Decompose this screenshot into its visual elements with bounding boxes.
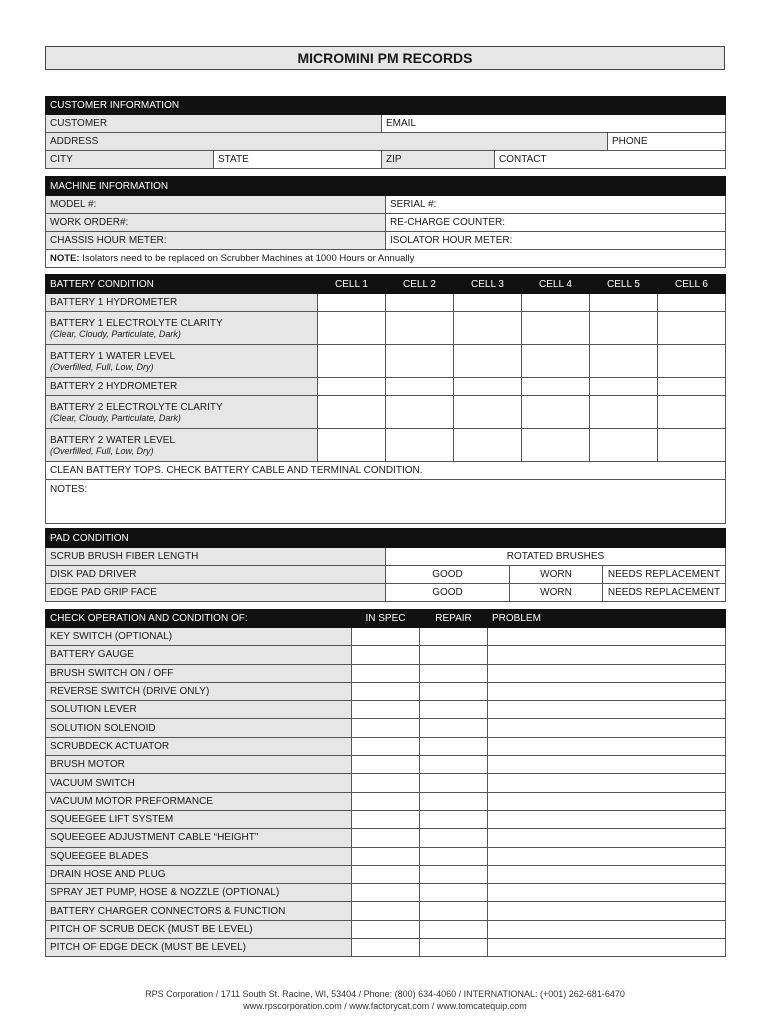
note-label: NOTE: [50,253,80,264]
cell-input[interactable] [454,294,522,312]
check-item-label: SQUEEGEE LIFT SYSTEM [46,810,352,828]
battery-row-title: BATTERY 1 WATER LEVEL [50,350,176,362]
cell-input[interactable] [590,312,658,345]
battery-row-label: BATTERY 1 HYDROMETER [46,294,318,312]
in-spec-checkbox[interactable] [352,884,420,902]
problem-field[interactable] [488,701,726,719]
cell-input[interactable] [318,378,386,396]
note-text: Isolators need to be replaced on Scrubber Machines at 1000 Hours or Annually [79,253,415,264]
check-item-label: SQUEEGEE BLADES [46,847,352,865]
problem-field[interactable] [488,792,726,810]
repair-checkbox[interactable] [420,847,488,865]
table-row [46,810,726,828]
table-row [46,939,726,957]
pad-table [45,528,726,602]
city-field[interactable]: CITY [46,151,214,169]
problem-field[interactable] [488,939,726,957]
email-field[interactable]: EMAIL [382,115,726,133]
rotated-brushes-option[interactable]: ROTATED BRUSHES [386,548,726,566]
footer-address: RPS Corporation / 1711 South St. Racine, WI, 53404 / Phone: (800) 634-4060 / INTERNATIONAL: (+001) 262-681-6470 [145,989,625,999]
cell-input[interactable] [454,396,522,429]
needs-replacement-option[interactable]: NEEDS REPLACEMENT [603,566,726,584]
in-spec-checkbox[interactable] [352,774,420,792]
table-row [46,792,726,810]
cell-input[interactable] [318,396,386,429]
work-order-field[interactable]: WORK ORDER#: [46,214,386,232]
check-item-label: BRUSH MOTOR [46,756,352,774]
pad-header: PAD CONDITION [46,529,726,548]
battery-row-options: (Clear, Cloudy, Particulate, Dark) [50,412,181,423]
cell-input[interactable] [590,294,658,312]
problem-field[interactable] [488,902,726,920]
machine-info-table [45,176,726,268]
problem-field[interactable] [488,737,726,755]
chassis-hour-meter-field[interactable]: CHASSIS HOUR METER: [46,232,386,250]
battery-row-label: BATTERY 2 HYDROMETER [46,378,318,396]
in-spec-checkbox[interactable] [352,847,420,865]
repair-checkbox[interactable] [420,829,488,847]
table-row [46,345,726,378]
in-spec-checkbox[interactable] [352,646,420,664]
disk-pad-label: DISK PAD DRIVER [46,566,386,584]
cell-input[interactable] [590,429,658,462]
in-spec-checkbox[interactable] [352,865,420,883]
problem-field[interactable] [488,774,726,792]
problem-field[interactable] [488,920,726,938]
table-row [46,865,726,883]
in-spec-checkbox[interactable] [352,664,420,682]
in-spec-checkbox[interactable] [352,701,420,719]
table-row [46,628,726,646]
check-item-label: SPRAY JET PUMP, HOSE & NOZZLE (OPTIONAL) [46,884,352,902]
problem-field[interactable] [488,664,726,682]
cell-input[interactable] [658,312,726,345]
cell-input[interactable] [386,378,454,396]
in-spec-checkbox[interactable] [352,737,420,755]
table-row [46,701,726,719]
cell-input[interactable] [386,345,454,378]
in-spec-checkbox[interactable] [352,628,420,646]
table-row [46,756,726,774]
cell-input[interactable] [590,378,658,396]
customer-field[interactable]: CUSTOMER [46,115,382,133]
cell-input[interactable] [454,345,522,378]
table-row [46,396,726,429]
repair-checkbox[interactable] [420,865,488,883]
cell-header: CELL 5 [590,275,658,294]
cell-header: CELL 3 [454,275,522,294]
battery-row-label [46,345,318,378]
machine-info-header: MACHINE INFORMATION [46,177,726,196]
cell-input[interactable] [658,396,726,429]
in-spec-checkbox[interactable] [352,902,420,920]
footer-websites: www.rpscorporation.com / www.factorycat.com / www.tomcatequip.com [243,1001,527,1011]
check-header: CHECK OPERATION AND CONDITION OF: [46,610,352,628]
check-item-label: PITCH OF EDGE DECK (MUST BE LEVEL) [46,939,352,957]
problem-field[interactable] [488,628,726,646]
good-option[interactable]: GOOD [386,566,510,584]
cell-input[interactable] [522,312,590,345]
problem-field[interactable] [488,884,726,902]
worn-option[interactable]: WORN [510,566,603,584]
repair-checkbox[interactable] [420,701,488,719]
cell-input[interactable] [386,312,454,345]
cell-input[interactable] [522,429,590,462]
cell-input[interactable] [658,378,726,396]
check-item-label: DRAIN HOSE AND PLUG [46,865,352,883]
repair-checkbox[interactable] [420,628,488,646]
check-item-label: SOLUTION LEVER [46,701,352,719]
table-row [46,737,726,755]
check-item-label: PITCH OF SCRUB DECK (MUST BE LEVEL) [46,920,352,938]
cell-input[interactable] [386,396,454,429]
notes-field[interactable]: NOTES: [46,480,726,524]
battery-row-title: BATTERY 1 ELECTROLYTE CLARITY [50,317,223,329]
table-row [46,294,726,312]
table-row [46,646,726,664]
table-row [46,378,726,396]
table-row [46,847,726,865]
battery-row-options: (Overfilled, Full, Low, Dry) [50,361,154,372]
problem-header: PROBLEM [488,610,726,628]
cell-input[interactable] [318,294,386,312]
table-row [46,920,726,938]
cell-input[interactable] [522,345,590,378]
repair-checkbox[interactable] [420,884,488,902]
check-item-label: BATTERY CHARGER CONNECTORS & FUNCTION [46,902,352,920]
check-item-label: SOLUTION SOLENOID [46,719,352,737]
table-row [46,664,726,682]
model-field[interactable]: MODEL #: [46,196,386,214]
check-item-label: KEY SWITCH (OPTIONAL) [46,628,352,646]
check-item-label: VACUUM SWITCH [46,774,352,792]
cell-input[interactable] [522,378,590,396]
battery-row-title: BATTERY 2 WATER LEVEL [50,434,176,446]
contact-field[interactable]: CONTACT [495,151,726,169]
cell-header: CELL 4 [522,275,590,294]
cell-input[interactable] [658,345,726,378]
problem-field[interactable] [488,829,726,847]
problem-field[interactable] [488,682,726,700]
table-row [46,429,726,462]
zip-field[interactable]: ZIP [382,151,495,169]
check-table [45,609,726,957]
clean-battery-note: CLEAN BATTERY TOPS. CHECK BATTERY CABLE AND TERMINAL CONDITION. [46,462,726,480]
battery-row-label [46,396,318,429]
state-field[interactable]: STATE [214,151,382,169]
repair-checkbox[interactable] [420,737,488,755]
problem-field[interactable] [488,865,726,883]
customer-info-header: CUSTOMER INFORMATION [46,97,726,115]
repair-checkbox[interactable] [420,756,488,774]
check-item-label: BRUSH SWITCH ON / OFF [46,664,352,682]
repair-checkbox[interactable] [420,682,488,700]
repair-checkbox[interactable] [420,646,488,664]
check-item-label: SQUEEGEE ADJUSTMENT CABLE “HEIGHT” [46,829,352,847]
cell-input[interactable] [318,429,386,462]
battery-row-label [46,429,318,462]
scrub-brush-label: SCRUB BRUSH FIBER LENGTH [46,548,386,566]
cell-header: CELL 1 [318,275,386,294]
table-row [46,682,726,700]
in-spec-header: IN SPEC [352,610,420,628]
cell-input[interactable] [318,345,386,378]
cell-input[interactable] [454,378,522,396]
check-item-label: VACUUM MOTOR PREFORMANCE [46,792,352,810]
problem-field[interactable] [488,847,726,865]
in-spec-checkbox[interactable] [352,939,420,957]
cell-header: CELL 6 [658,275,726,294]
customer-info-table [45,96,726,169]
problem-field[interactable] [488,756,726,774]
good-option[interactable]: GOOD [386,584,510,602]
cell-input[interactable] [386,294,454,312]
problem-field[interactable] [488,646,726,664]
table-row [46,902,726,920]
page-title: MICROMINI PM RECORDS [45,46,725,70]
worn-option[interactable]: WORN [510,584,603,602]
cell-input[interactable] [522,294,590,312]
needs-replacement-option[interactable]: NEEDS REPLACEMENT [603,584,726,602]
edge-pad-label: EDGE PAD GRIP FACE [46,584,386,602]
table-row [46,719,726,737]
battery-table [45,274,726,524]
check-item-label: REVERSE SWITCH (DRIVE ONLY) [46,682,352,700]
in-spec-checkbox[interactable] [352,682,420,700]
repair-checkbox[interactable] [420,902,488,920]
in-spec-checkbox[interactable] [352,920,420,938]
in-spec-checkbox[interactable] [352,810,420,828]
isolator-hour-meter-field[interactable]: ISOLATOR HOUR METER: [386,232,726,250]
address-field[interactable]: ADDRESS [46,133,608,151]
battery-row-title: BATTERY 2 ELECTROLYTE CLARITY [50,401,223,413]
problem-field[interactable] [488,719,726,737]
battery-row-options: (Clear, Cloudy, Particulate, Dark) [50,328,181,339]
table-row [46,829,726,847]
cell-input[interactable] [386,429,454,462]
table-row [46,884,726,902]
isolator-note [46,250,726,268]
battery-row-options: (Overfilled, Full, Low, Dry) [50,445,154,456]
check-item-label: BATTERY GAUGE [46,646,352,664]
cell-input[interactable] [522,396,590,429]
repair-checkbox[interactable] [420,792,488,810]
table-row [46,312,726,345]
cell-input[interactable] [454,429,522,462]
repair-checkbox[interactable] [420,774,488,792]
repair-checkbox[interactable] [420,664,488,682]
check-item-label: SCRUBDECK ACTUATOR [46,737,352,755]
recharge-counter-field[interactable]: RE-CHARGE COUNTER: [386,214,726,232]
battery-header: BATTERY CONDITION [46,275,318,294]
repair-header: REPAIR [420,610,488,628]
cell-input[interactable] [658,429,726,462]
cell-input[interactable] [454,312,522,345]
cell-header: CELL 2 [386,275,454,294]
repair-checkbox[interactable] [420,920,488,938]
repair-checkbox[interactable] [420,810,488,828]
in-spec-checkbox[interactable] [352,756,420,774]
table-row [46,774,726,792]
serial-field[interactable]: SERIAL #: [386,196,726,214]
in-spec-checkbox[interactable] [352,719,420,737]
in-spec-checkbox[interactable] [352,829,420,847]
battery-row-label [46,312,318,345]
cell-input[interactable] [318,312,386,345]
cell-input[interactable] [590,396,658,429]
phone-field[interactable]: PHONE [608,133,726,151]
in-spec-checkbox[interactable] [352,792,420,810]
cell-input[interactable] [658,294,726,312]
problem-field[interactable] [488,810,726,828]
cell-input[interactable] [590,345,658,378]
repair-checkbox[interactable] [420,939,488,957]
repair-checkbox[interactable] [420,719,488,737]
